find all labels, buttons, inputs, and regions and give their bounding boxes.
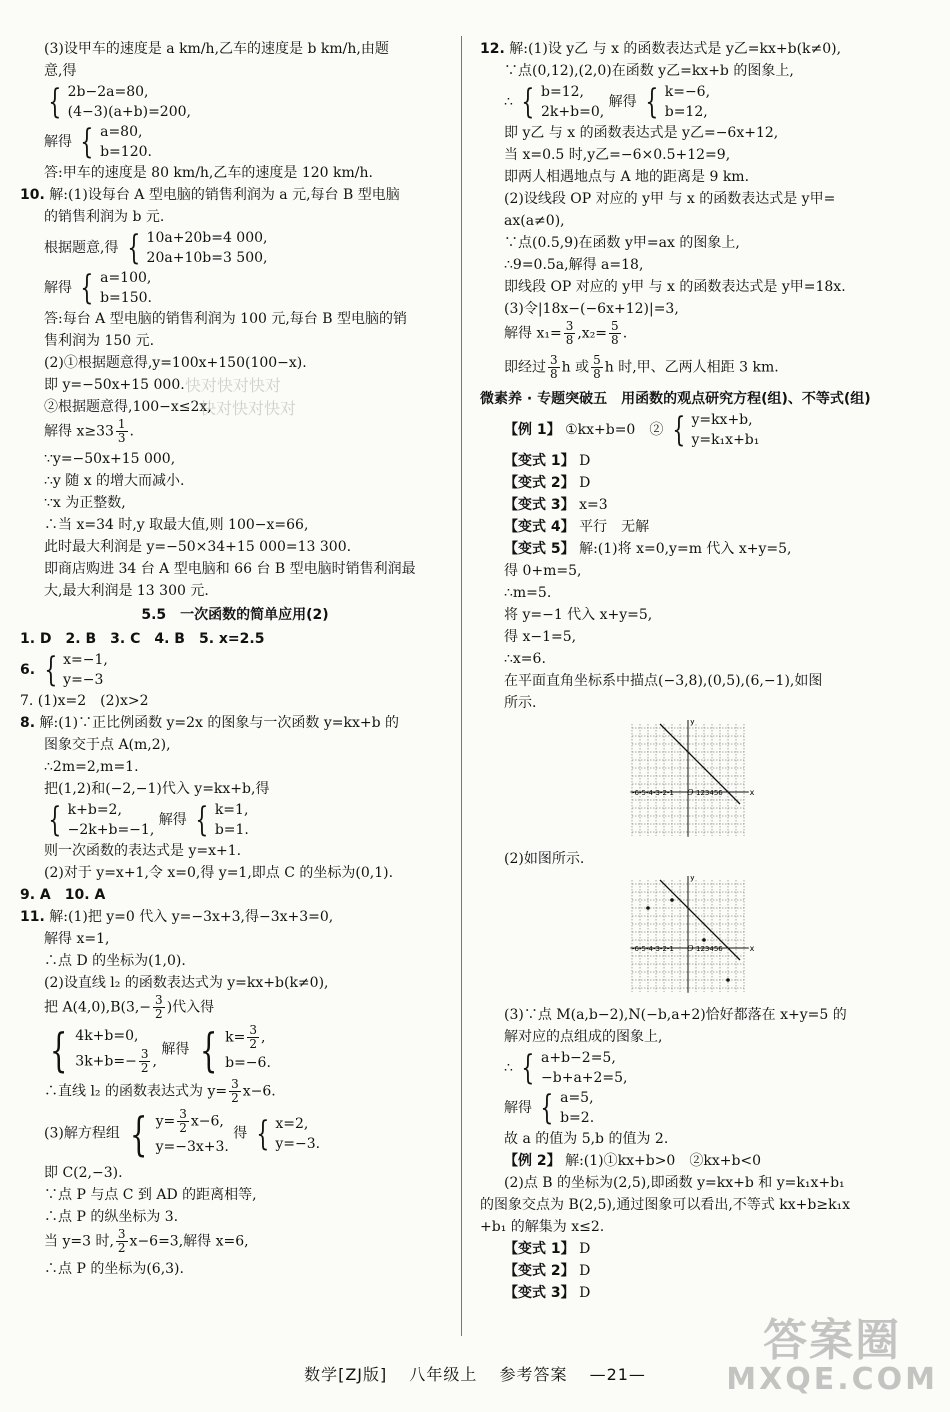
text-line: ∴点 D 的坐标为(1,0). xyxy=(44,953,186,969)
origin-label: O xyxy=(687,944,694,953)
text-line: 把 A(4,0),B(3,− $\frac{3}{2}$ )代入得 xyxy=(44,993,215,1021)
equation-system: 解得 { a=80, b=120. xyxy=(44,122,152,162)
text-line: 当 x=0.5 时,y乙=−6×0.5+12=9, xyxy=(504,147,731,163)
text-line: ∵点 P 与点 C 到 AD 的距离相等, xyxy=(44,1187,257,1203)
question-number: 8. xyxy=(20,715,36,731)
equation-system: { 2b−2a=80, (4−3)(a+b)=200, xyxy=(48,82,191,122)
y-axis-label: y xyxy=(690,720,695,726)
variant-line: 【变式 2】 D xyxy=(504,475,591,491)
equation-system: { 4k+b=0, 3k+b=− $\frac{3}{2}$ , 解得 { k= $\frac{3}{2}$ , b=−6. xyxy=(49,1022,271,1077)
variant-line: 【变式 5】 解:(1)将 x=0,y=m 代入 x+y=5, xyxy=(504,541,792,557)
coordinate-graph-2 xyxy=(630,876,760,998)
equation-system: (3)解方程组 { y= $\frac{3}{2}$ x−6, y=−3x+3. 得 { x=2, y=−3. xyxy=(44,1106,321,1161)
answer-line: 答:甲车的速度是 80 km/h,乙车的速度是 120 km/h. xyxy=(44,165,373,181)
text-line: 将 y=−1 代入 x+y=5, xyxy=(504,607,653,623)
equation-system: ∴ { b=12, 2k+b=0, 解得 { k=−6, b=12, xyxy=(504,82,711,122)
text-line: 解:(1)设每台 A 型电脑的销售利润为 a 元,每台 B 型电脑 xyxy=(49,187,400,203)
text-line: 得 x−1=5, xyxy=(504,629,577,645)
text-line: 图象交于点 A(m,2), xyxy=(44,737,171,753)
watermark-text: 快对快对快对 xyxy=(185,376,282,395)
section-heading: 微素养 · 专题突破五 用函数的观点研究方程(组)、不等式(组) xyxy=(480,391,871,407)
text-line: ∴y 随 x 的增大而减小. xyxy=(44,473,185,489)
text-line: ∵x 为正整数, xyxy=(44,495,126,511)
text-line: (2)如图所示. xyxy=(504,851,585,867)
text-line: 解对应的点组成的图象上, xyxy=(504,1029,663,1045)
footer-grade: 八年级上 xyxy=(409,1365,478,1384)
text-line: 意,得 xyxy=(44,63,77,79)
text-line: 解得 x≥33 $\frac{1}{3}$ . xyxy=(44,417,134,445)
equation-system: { k+b=2, −2k+b=−1, 解得 { k=1, b=1. xyxy=(48,800,249,840)
y-axis-label: y xyxy=(690,876,695,882)
answer-line: 9. A 10. A xyxy=(20,887,106,903)
text-line: (3)∵点 M(a,b−2),N(−b,a+2)恰好都落在 x+y=5 的 xyxy=(504,1007,847,1023)
text-line: (3)设甲车的速度是 a km/h,乙车的速度是 b km/h,由题 xyxy=(44,41,389,57)
text-line: +b₁ 的解集为 x≤2. xyxy=(480,1219,605,1235)
plotted-point xyxy=(726,978,730,982)
question-number: 10. xyxy=(20,187,45,203)
text-line: 解:(1)设 y乙 与 x 的函数表达式是 y乙=kx+b(k≠0), xyxy=(509,41,842,57)
text-line: 解得 x=1, xyxy=(44,931,110,947)
text-line: 解:(1)∵正比例函数 y=2x 的图象与一次函数 y=kx+b 的 xyxy=(39,715,400,731)
text-line: ∴点 P 的纵坐标为 3. xyxy=(44,1209,179,1225)
text-line: 的图象交点为 B(2,5),通过图象可以看出,不等式 kx+b≥k₁x xyxy=(480,1197,851,1213)
variant-line: 【变式 1】 D xyxy=(504,1241,591,1257)
plotted-point xyxy=(646,906,650,910)
question-number: 12. xyxy=(480,41,505,57)
equation-system: 6. { x=−1, y=−3 xyxy=(20,650,108,690)
variant-line: 【变式 3】 D xyxy=(504,1285,591,1301)
text-line: (2)设直线 l₂ 的函数表达式为 y=kx+b(k≠0), xyxy=(44,975,329,991)
plotted-point xyxy=(670,898,674,902)
text-line: ∴9=0.5a,解得 a=18, xyxy=(504,257,644,273)
example-line: 【例 2】 解:(1)①kx+b>0 ②kx+b<0 xyxy=(504,1153,762,1169)
example-line: 【例 1】 ①kx+b=0 ② { y=kx+b, y=k₁x+b₁ xyxy=(504,410,760,450)
text-line: 答:每台 A 型电脑的销售利润为 100 元,每台 B 型电脑的销 xyxy=(44,311,407,327)
text-line: (3)令|18x−(−6x+12)|=3, xyxy=(504,301,679,317)
text-line: ∴m=5. xyxy=(504,585,552,601)
text-line: 即两人相遇地点与 A 地的距离是 9 km. xyxy=(504,169,750,185)
left-column xyxy=(20,38,450,1280)
text-line: 故 a 的值为 5,b 的值为 2. xyxy=(504,1131,669,1147)
right-column xyxy=(480,38,930,1304)
text-line: ②根据题意得,100−x≤2x, xyxy=(44,399,212,415)
text-line: ∵y=−50x+15 000, xyxy=(44,451,176,467)
site-logo: 答案圈 MXQE.COM xyxy=(726,1315,938,1397)
footer-subject: 数学[ZJ版] xyxy=(304,1365,388,1384)
equation-system: ∴ { a+b−2=5, −b+a+2=5, xyxy=(504,1048,628,1088)
variant-line: 【变式 1】 D xyxy=(504,453,591,469)
page-number: —21— xyxy=(589,1365,646,1384)
x-tick-labels-positive: 123456 xyxy=(696,789,723,797)
text-line: ∴2m=2,m=1. xyxy=(44,759,139,775)
x-axis-label: x xyxy=(749,788,755,797)
variant-line: 【变式 4】 平行 无解 xyxy=(504,519,650,535)
x-tick-labels-negative: -6-5-4-3-2-1 xyxy=(632,789,674,797)
origin-label: O xyxy=(687,788,694,797)
text-line: (2)设线段 OP 对应的 y甲 与 x 的函数表达式是 y甲= xyxy=(504,191,836,207)
text-line: ∵点(0,12),(2,0)在函数 y乙=kx+b 的图象上, xyxy=(504,63,794,79)
text-line: 即 y乙 与 x 的函数表达式是 y乙=−6x+12, xyxy=(504,125,779,141)
text-line: 所示. xyxy=(504,695,537,711)
variant-line: 【变式 3】 x=3 xyxy=(504,497,608,513)
watermark-text: 快对快对快对 xyxy=(200,399,297,418)
x-tick-labels-negative: -6-5-4-3-2-1 xyxy=(632,945,674,953)
text-line: 即商店购进 34 台 A 型电脑和 66 台 B 型电脑时销售利润最 xyxy=(44,561,416,577)
text-line: (2)①根据题意得,y=100x+150(100−x). xyxy=(44,355,307,371)
plotted-point xyxy=(702,938,706,942)
text-line: 即经过 $\frac{3}{8}$ h 或 $\frac{5}{8}$ h 时,甲、乙两人相距 3 km. xyxy=(504,353,779,381)
column-divider xyxy=(461,36,462,1336)
text-line: 即线段 OP 对应的 y甲 与 x 的函数表达式是 y甲=18x. xyxy=(504,279,846,295)
answer-line: 7. (1)x=2 (2)x>2 xyxy=(20,693,149,709)
text-line: 把(1,2)和(−2,−1)代入 y=kx+b,得 xyxy=(44,781,270,797)
text-line: 大,最大利润是 13 300 元. xyxy=(44,583,209,599)
text-line: 售利润为 150 元. xyxy=(44,333,155,349)
text-line: (2)点 B 的坐标为(2,5),即函数 y=kx+b 和 y=k₁x+b₁ xyxy=(504,1175,845,1191)
text-line: ∴直线 l₂ 的函数表达式为 y= $\frac{3}{2}$ x−6. xyxy=(44,1077,276,1105)
equation-system: 解得 { a=100, b=150. xyxy=(44,268,152,308)
text-line: ∴x=6. xyxy=(504,651,546,667)
text-line: 得 0+m=5, xyxy=(504,563,582,579)
variant-line: 【变式 2】 D xyxy=(504,1263,591,1279)
text-line: 则一次函数的表达式是 y=x+1. xyxy=(44,843,242,859)
x-axis-label: x xyxy=(749,944,755,953)
equation-system: 解得 { a=5, b=2. xyxy=(504,1088,595,1128)
text-line: ∴当 x=34 时,y 取最大值,则 100−x=66, xyxy=(44,517,309,533)
text-line: 此时最大利润是 y=−50×34+15 000=13 300. xyxy=(44,539,352,555)
text-line: 在平面直角坐标系中描点(−3,8),(0,5),(6,−1),如图 xyxy=(504,673,823,689)
text-line: ∴点 P 的坐标为(6,3). xyxy=(44,1261,184,1277)
section-heading: 5.5 一次函数的简单应用(2) xyxy=(141,607,329,623)
text-line: 即 y=−50x+15 000. xyxy=(44,377,185,393)
text-line: 当 y=3 时, $\frac{3}{2}$ x−6=3,解得 x=6, xyxy=(44,1227,249,1255)
text-line: 即 C(2,−3). xyxy=(44,1165,123,1181)
footer-label: 参考答案 xyxy=(499,1365,568,1384)
text-line: 的销售利润为 b 元. xyxy=(44,209,165,225)
x-tick-labels-positive: 123456 xyxy=(696,945,723,953)
text-line: (2)对于 y=x+1,令 x=0,得 y=1,即点 C 的坐标为(0,1). xyxy=(44,865,394,881)
text-line: 解:(1)把 y=0 代入 y=−3x+3,得−3x+3=0, xyxy=(49,909,334,925)
text-line: 解得 x₁= $\frac{3}{8}$ ,x₂= $\frac{5}{8}$ . xyxy=(504,319,628,347)
text-line: ∵点(0.5,9)在函数 y甲=ax 的图象上, xyxy=(504,235,740,251)
equation-system: 根据题意,得 { 10a+20b=4 000, 20a+10b=3 500, xyxy=(44,228,268,268)
text-line: ax(a≠0), xyxy=(504,213,565,229)
answer-line: 1. D 2. B 3. C 4. B 5. x=2.5 xyxy=(20,631,265,647)
coordinate-graph-1 xyxy=(630,720,760,842)
question-number: 11. xyxy=(20,909,45,925)
